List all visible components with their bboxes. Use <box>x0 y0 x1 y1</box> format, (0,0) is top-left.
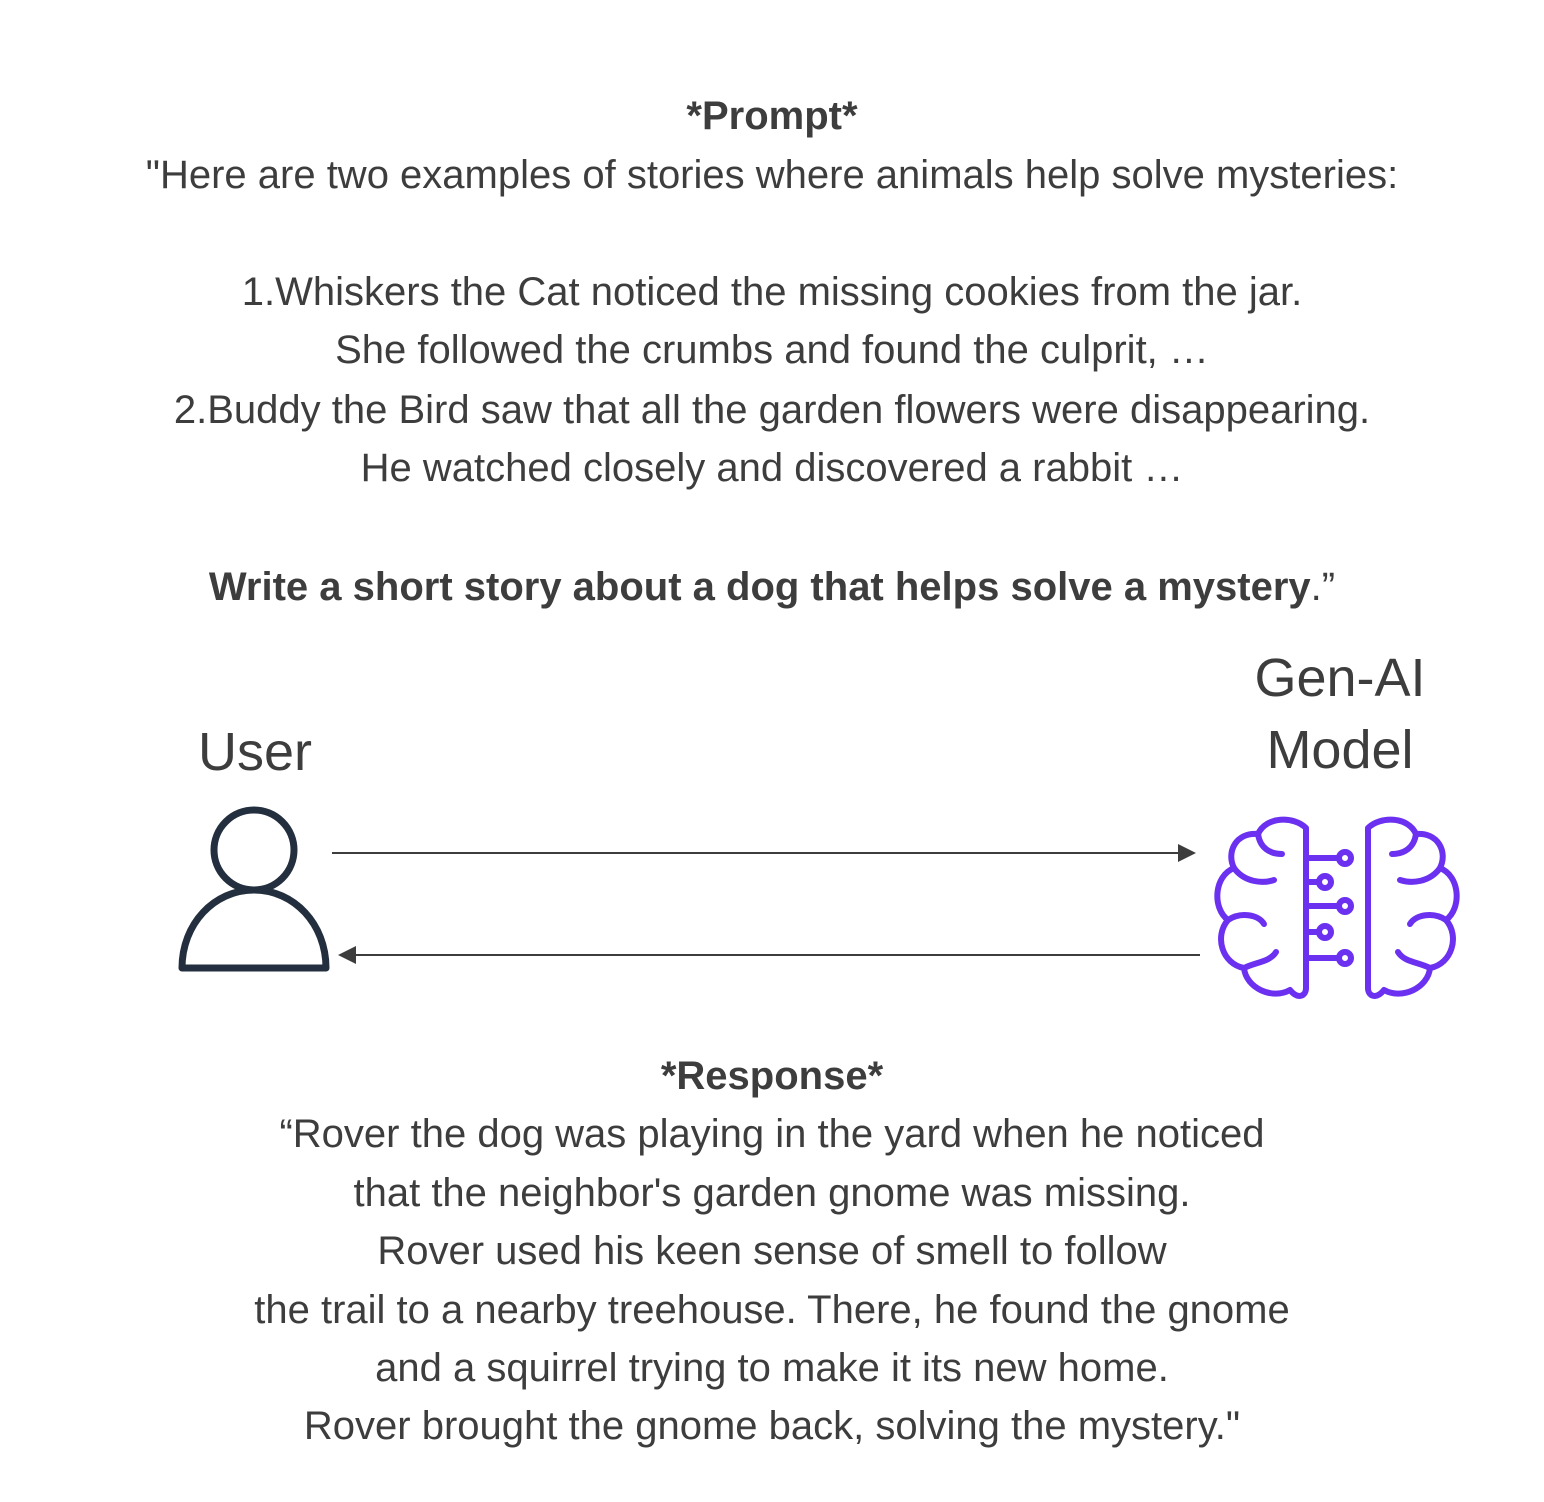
response-line: “Rover the dog was playing in the yard when he noticed <box>279 1112 1265 1156</box>
request-arrow <box>330 838 1210 868</box>
model-label-line-2: Model <box>1266 720 1414 780</box>
prompt-example-2-line-2: He watched closely and discovered a rabbit … <box>360 446 1184 490</box>
prompt-example-1-line-2: She followed the crumbs and found the culprit, … <box>335 328 1209 372</box>
prompt-example-1-line-1: 1.Whiskers the Cat noticed the missing cookies from the jar. <box>241 270 1303 314</box>
response-line: Rover brought the gnome back, solving the mystery." <box>303 1404 1241 1448</box>
response-line: the trail to a nearby treehouse. There, he found the gnome <box>254 1288 1290 1332</box>
response-arrow <box>330 940 1210 970</box>
prompt-instruction-bold: Write a short story about a dog that helps solve a mystery <box>208 565 1311 609</box>
brain-circuit-icon <box>1206 812 1468 1004</box>
response-line: Rover used his keen sense of smell to follow <box>377 1229 1167 1273</box>
response-line: that the neighbor's garden gnome was missing. <box>353 1171 1191 1215</box>
response-heading: *Response* <box>660 1054 884 1098</box>
user-icon <box>176 806 332 976</box>
prompt-instruction <box>0 563 1544 611</box>
prompt-intro: "Here are two examples of stories where animals help solve mysteries: <box>145 153 1399 197</box>
model-label-line-1: Gen-AI <box>1254 648 1426 708</box>
prompt-example-2-line-1: 2.Buddy the Bird saw that all the garden flowers were disappearing. <box>173 388 1371 432</box>
prompt-heading: *Prompt* <box>686 94 858 138</box>
response-line: and a squirrel trying to make it its new home. <box>375 1346 1169 1390</box>
prompt-instruction-end: .” <box>1310 565 1336 609</box>
user-label: User <box>197 722 312 782</box>
